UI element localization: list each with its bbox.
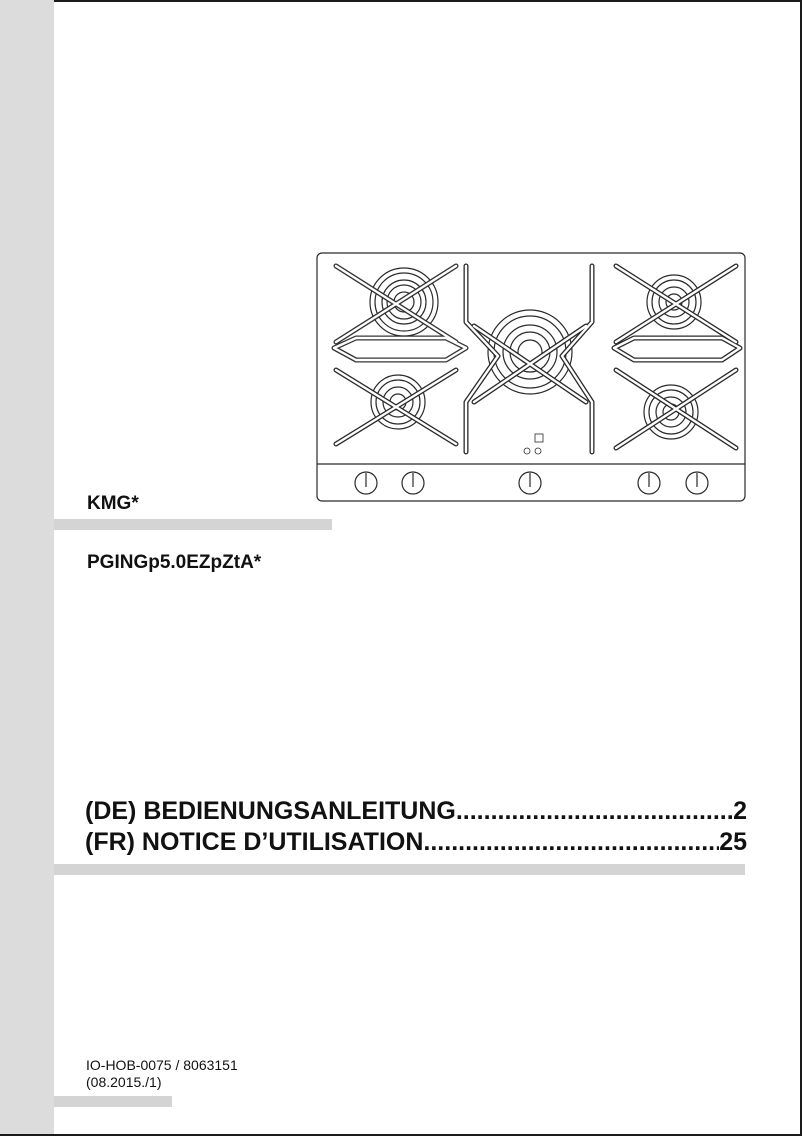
divider-bar-models xyxy=(54,519,332,530)
grate-center-sides xyxy=(466,266,592,452)
document-version: (08.2015./1) xyxy=(86,1074,162,1090)
model-name-secondary: PGINGp5.0EZpZtA* xyxy=(87,552,262,573)
toc-leader-dots xyxy=(423,827,719,857)
toc-label: (DE) BEDIENUNGSANLEITUNG xyxy=(85,797,456,825)
toc-page-number: 25 xyxy=(719,828,747,856)
toc-entry-de[interactable] xyxy=(85,796,747,826)
left-margin-strip xyxy=(0,0,54,1136)
document-code: IO-HOB-0075 / 8063151 xyxy=(86,1057,238,1073)
knob-2 xyxy=(402,472,424,494)
knob-4 xyxy=(638,472,660,494)
toc-page-number: 2 xyxy=(733,797,747,825)
indicator-symbols xyxy=(524,434,543,454)
gas-hob-icon xyxy=(316,252,746,502)
knob-5 xyxy=(686,472,708,494)
model-name-primary: KMG* xyxy=(87,493,139,514)
toc-leader-dots xyxy=(456,796,733,826)
top-border xyxy=(54,0,802,2)
divider-bar-toc xyxy=(54,864,745,875)
divider-bar-footer xyxy=(54,1096,172,1107)
knob-1 xyxy=(355,472,377,494)
toc-label: (FR) NOTICE D’UTILISATION xyxy=(85,828,424,856)
knob-3 xyxy=(519,472,541,494)
toc-entry-fr[interactable] xyxy=(85,827,747,857)
